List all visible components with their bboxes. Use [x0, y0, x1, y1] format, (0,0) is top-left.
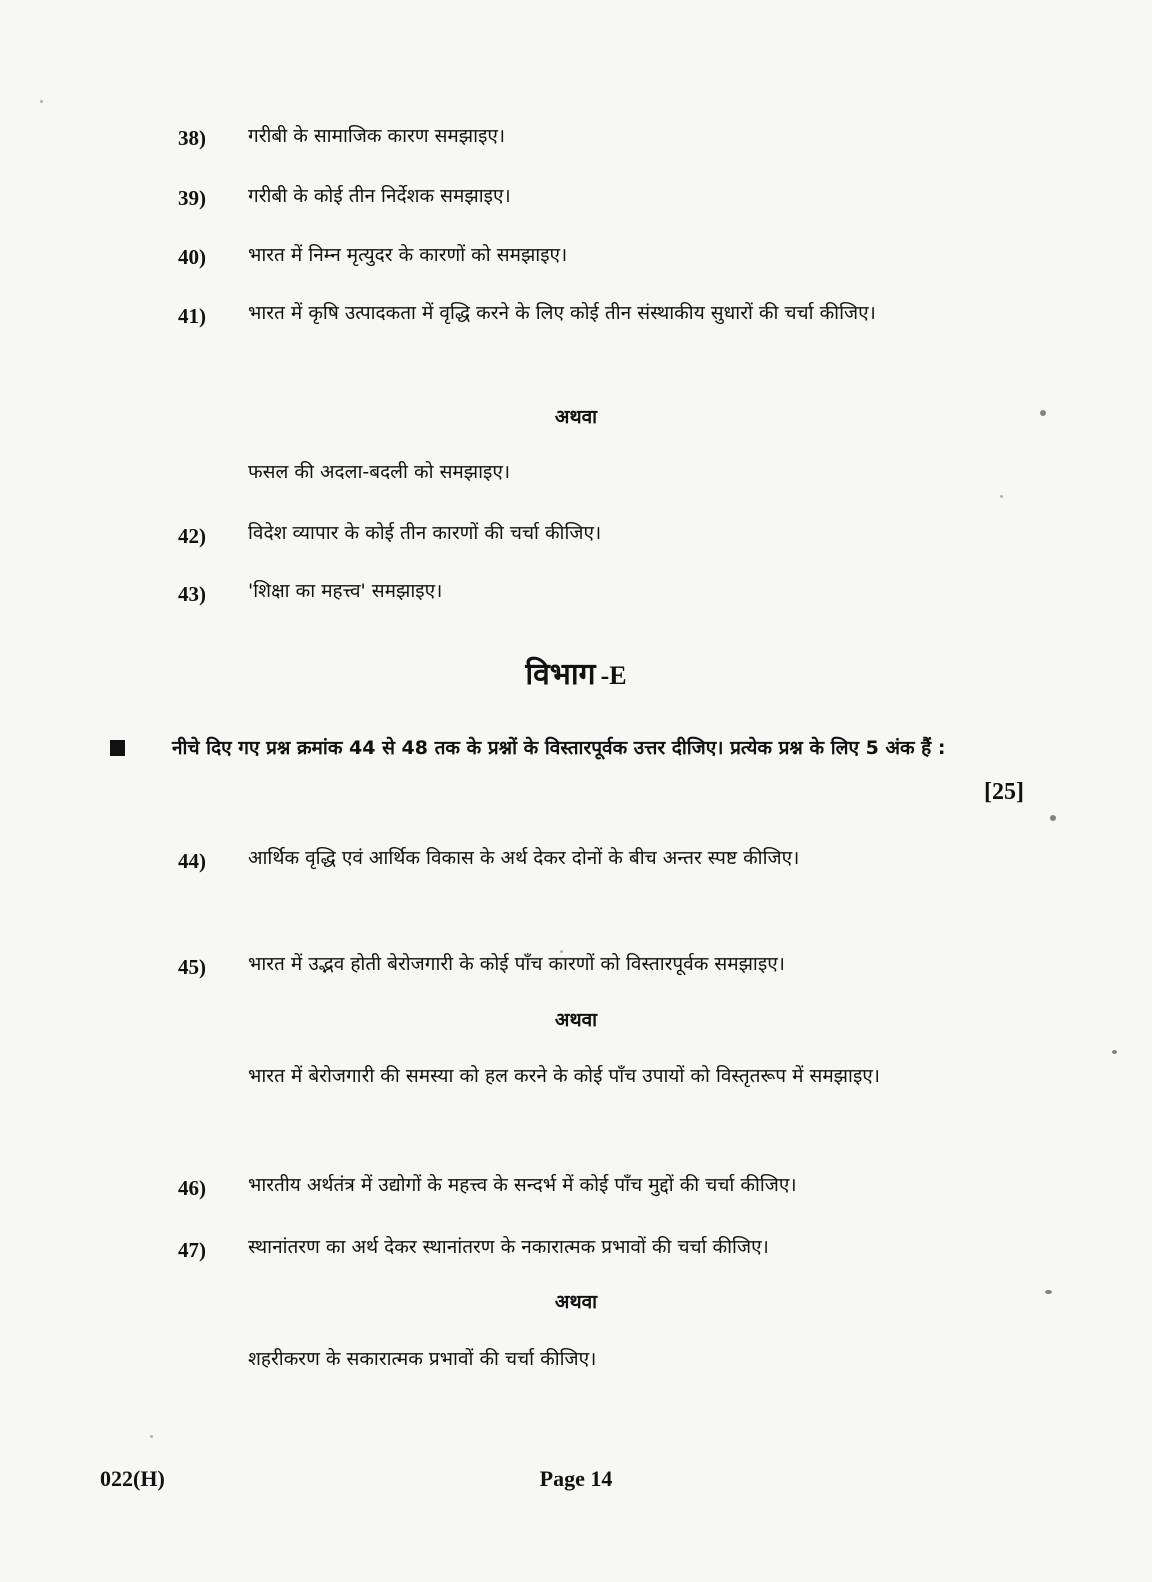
question-text: 'शिक्षा का महत्त्व' समझाइए। — [248, 580, 443, 602]
bullet-square-icon — [110, 740, 125, 756]
scan-speck — [1000, 495, 1003, 498]
question-number: 39) — [178, 186, 206, 210]
page-number: Page 14 — [539, 1466, 613, 1491]
question-number: 47) — [178, 1238, 206, 1262]
paper-code: 022(H) — [100, 1466, 165, 1491]
scan-speck — [150, 1435, 153, 1438]
question-number: 42) — [178, 524, 206, 548]
question-text: विदेश व्यापार के कोई तीन कारणों की चर्चा कीजिए। — [248, 522, 602, 544]
question-number: 44) — [178, 849, 206, 873]
question-text: स्थानांतरण का अर्थ देकर स्थानांतरण के नकारात्मक प्रभावों की चर्चा कीजिए। — [248, 1236, 769, 1258]
question-text: भारत में निम्न मृत्युदर के कारणों को समझाइए। — [248, 244, 568, 266]
section-marks: [25] — [984, 779, 1024, 805]
question-number: 43) — [178, 582, 206, 606]
scan-speck — [1050, 815, 1056, 821]
section-letter: -E — [600, 661, 627, 690]
section-heading — [0, 652, 1152, 693]
question-text: भारत में कृषि उत्पादकता में वृद्धि करने के लिए कोई तीन संस्थाकीय सुधारों की चर्चा कीजिए। — [248, 302, 876, 324]
or-separator: अथवा — [554, 406, 598, 428]
question-text: आर्थिक वृद्धि एवं आर्थिक विकास के अर्थ देकर दोनों के बीच अन्तर स्पष्ट कीजिए। — [248, 847, 800, 869]
question-number: 38) — [178, 126, 206, 150]
alternative-question-text: फसल की अदला-बदली को समझाइए। — [248, 461, 511, 483]
alternative-question-text: भारत में बेरोजगारी की समस्या को हल करने के कोई पाँच उपायों को विस्तृतरूप में समझाइए। — [248, 1065, 880, 1087]
question-text: गरीबी के कोई तीन निर्देशक समझाइए। — [248, 185, 511, 207]
question-number: 41) — [178, 304, 206, 328]
alternative-question-text: शहरीकरण के सकारात्मक प्रभावों की चर्चा कीजिए। — [248, 1348, 597, 1370]
or-separator: अथवा — [554, 1291, 598, 1313]
question-number: 46) — [178, 1176, 206, 1200]
question-text: भारत में उद्भव होती बेरोजगारी के कोई पाँच कारणों को विस्तारपूर्वक समझाइए। — [248, 953, 785, 975]
scan-speck — [40, 100, 43, 103]
section-instructions: नीचे दिए गए प्रश्न क्रमांक 44 से 48 तक के प्रश्नों के विस्तारपूर्वक उत्तर दीजिए। प्रत्येक प्रश्न के लिए 5 अंक हैं : — [172, 737, 946, 759]
or-separator: अथवा — [554, 1009, 598, 1031]
section-title: विभाग — [525, 657, 596, 692]
question-text: गरीबी के सामाजिक कारण समझाइए। — [248, 125, 506, 147]
scan-speck — [1112, 1050, 1117, 1054]
question-number: 40) — [178, 245, 206, 269]
question-text: भारतीय अर्थतंत्र में उद्योगों के महत्त्व के सन्दर्भ में कोई पाँच मुद्दों की चर्चा कीजिए। — [248, 1174, 797, 1196]
question-number: 45) — [178, 955, 206, 979]
